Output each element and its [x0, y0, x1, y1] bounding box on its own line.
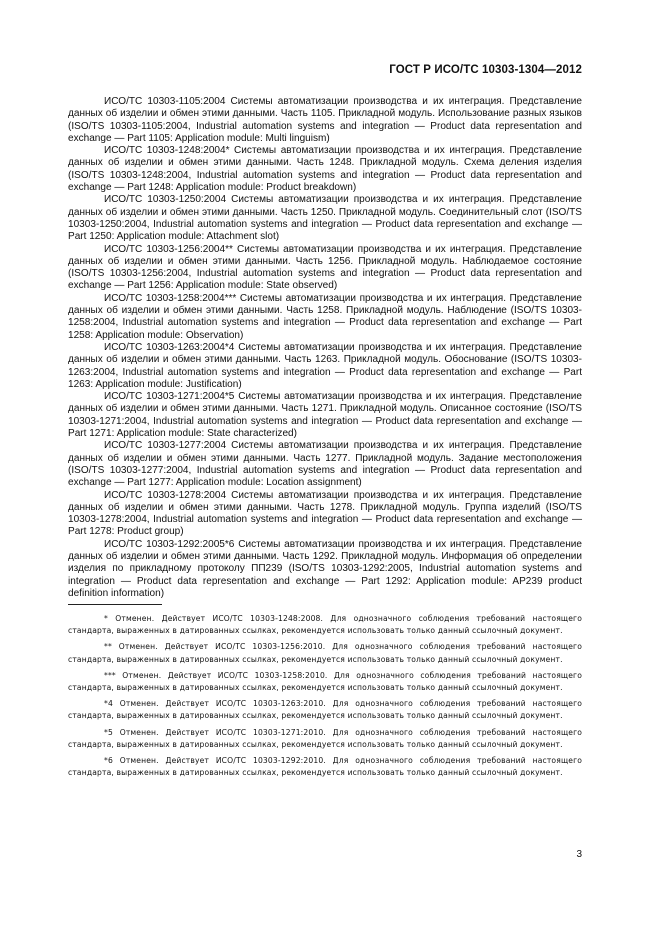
references-list: [68, 96, 582, 600]
reference-item: ИСО/ТС 10303-1278:2004 Системы автоматизации производства и их интеграция. Представление данных об изделии и обмен этими данными. Часть 1278. Прикладной модуль. Группа изделий (ISO/TS 10303-1278:2004, Industrial automation systems and integration — Product data representation and exchange — Part 1278: Product group): [68, 489, 582, 538]
document-header: ГОСТ Р ИСО/ТС 10303-1304—2012: [389, 64, 582, 76]
reference-item: ИСО/ТС 10303-1263:2004*4 Системы автоматизации производства и их интеграция. Представление данных об изделии и обмен этими данными. Часть 1263. Прикладной модуль. Обоснование (ISO/TS 10303-1263:2004, Industrial automation systems and integration — Product data representation and exchange — Part 1263: Application module: Justification): [68, 341, 582, 390]
reference-item: ИСО/ТС 10303-1256:2004** Системы автоматизации производства и их интеграция. Представление данных об изделии и обмен этими данными. Часть 1256. Прикладной модуль. Наблюдаемое состояние (ISO/TS 10303-1256:2004, Industrial automation systems and integration — Product data representation and exchange — Part 1256: Application module: State observed): [68, 243, 582, 292]
footnotes-list: [68, 613, 582, 783]
reference-item: ИСО/ТС 10303-1248:2004* Системы автоматизации производства и их интеграция. Представление данных об изделии и обмен этими данными. Часть 1248. Прикладной модуль. Схема деления изделия (ISO/TS 10303-1248:2004, Industrial automation systems and integration — Product data representation and exchange — Part 1248: Application module: Product breakdown): [68, 145, 582, 194]
footnote-separator: [68, 604, 162, 605]
footnote: *6 Отменен. Действует ИСО/ТС 10303-1292:2010. Для однозначного соблюдения требований настоящего стандарта, выраженных в датированных ссылках, рекомендуется использовать только данный ссылочный документ.: [68, 755, 582, 778]
reference-item: ИСО/ТС 10303-1258:2004*** Системы автоматизации производства и их интеграция. Представление данных об изделии и обмен этими данными. Часть 1258. Прикладной модуль. Наблюдение (ISO/TS 10303-1258:2004, Industrial automation systems and integration — Product data representation and exchange — Part 1258: Application module: Observation): [68, 292, 582, 341]
reference-item: ИСО/ТС 10303-1271:2004*5 Системы автоматизации производства и их интеграция. Представление данных об изделии и обмен этими данными. Часть 1271. Прикладной модуль. Описанное состояние (ISO/TS 10303-1271:2004, Industrial automation systems and integration — Product data representation and exchange — Part 1271: Application module: State characterized): [68, 391, 582, 440]
footnote: *5 Отменен. Действует ИСО/ТС 10303-1271:2010. Для однозначного соблюдения требований настоящего стандарта, выраженных в датированных ссылках, рекомендуется использовать только данный ссылочный документ.: [68, 727, 582, 749]
page-number: 3: [576, 849, 582, 860]
reference-item: ИСО/ТС 10303-1277:2004 Системы автоматизации производства и их интеграция. Представление данных об изделии и обмен этими данными. Часть 1277. Прикладной модуль. Задание местоположения (ISO/TS 10303-1277:2004, Industrial automation systems and integration — Product data representation and exchange — Part 1277: Application module: Location assignment): [68, 440, 582, 489]
reference-item: ИСО/ТС 10303-1292:2005*6 Системы автоматизации производства и их интеграция. Представление данных об изделии и обмен этими данными. Часть 1292. Прикладной модуль. Информация об определении изделия по прикладному протоколу ПП239 (ISO/TS 10303-1292:2005, Industrial automation systems and integration — Product data representation and exchange — Part 1292: Application module: AP239 product definition information): [68, 538, 582, 599]
footnote: *4 Отменен. Действует ИСО/ТС 10303-1263:2010. Для однозначного соблюдения требований настоящего стандарта, выраженных в датированных ссылках, рекомендуется использовать только данный ссылочный документ.: [68, 699, 582, 721]
reference-item: ИСО/ТС 10303-1250:2004 Системы автоматизации производства и их интеграция. Представление данных об изделии и обмен этими данными. Часть 1250. Прикладной модуль. Соединительный слот (ISO/TS 10303-1250:2004, Industrial automation systems and integration — Product data representation and exchange — Part 1250: Application module: Attachment slot): [68, 194, 582, 243]
footnote: ** Отменен. Действует ИСО/ТС 10303-1256:2010. Для однозначного соблюдения требований настоящего стандарта, выраженных в датированных ссылках, рекомендуется использовать только данный ссылочный документ.: [68, 642, 582, 664]
footnote: *** Отменен. Действует ИСО/ТС 10303-1258:2010. Для однозначного соблюдения требований настоящего стандарта, выраженных в датированных ссылках, рекомендуется использовать только данный ссылочный документ.: [68, 670, 582, 693]
footnote: * Отменен. Действует ИСО/ТС 10303-1248:2008. Для однозначного соблюдения требований настоящего стандарта, выраженных в датированных ссылках, рекомендуется использовать только данный ссылочный документ.: [68, 614, 582, 636]
reference-item: ИСО/ТС 10303-1105:2004 Системы автоматизации производства и их интеграция. Представление данных об изделии и обмен этими данными. Часть 1105. Прикладной модуль. Использование разных языков (ISO/TS 10303-1105:2004, Industrial automation systems and integration — Product data representation and exchange — Part 1105: Application module: Multi linguism): [68, 96, 582, 144]
